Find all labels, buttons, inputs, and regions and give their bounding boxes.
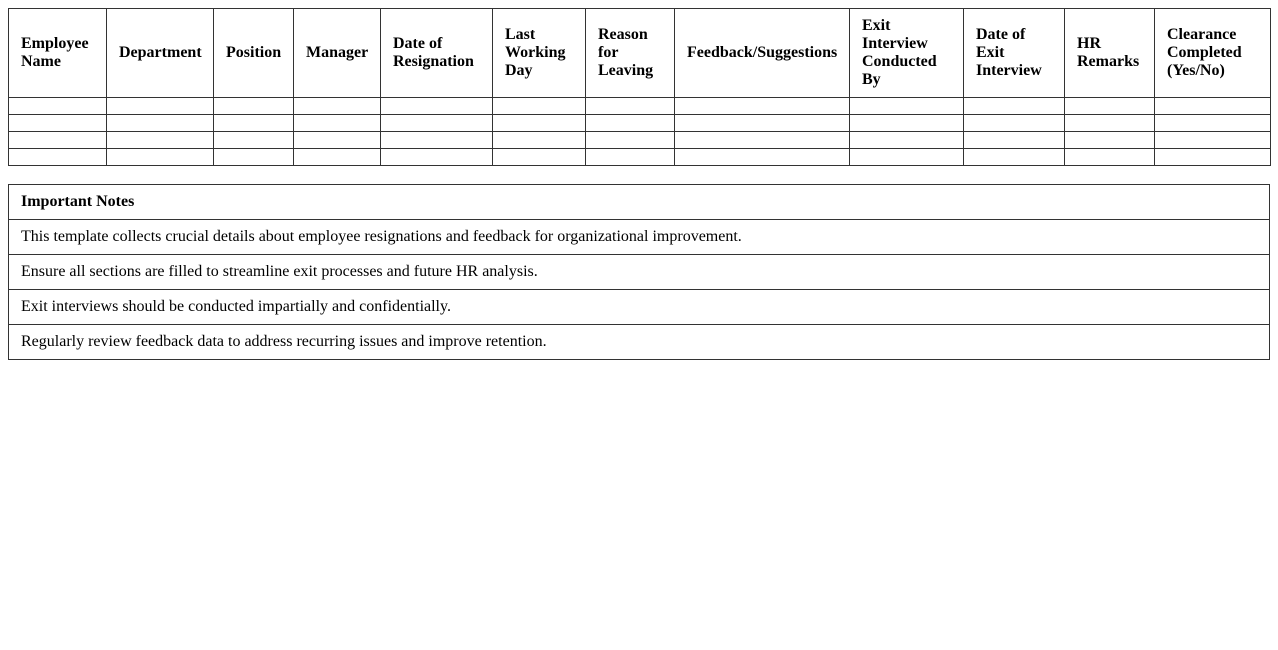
table-cell[interactable]: [9, 115, 107, 132]
table-cell[interactable]: [1065, 98, 1155, 115]
table-cell[interactable]: [107, 98, 214, 115]
column-header-date-of-resignation: Date of Resignation: [381, 9, 493, 98]
table-cell[interactable]: [586, 115, 675, 132]
table-cell[interactable]: [850, 115, 964, 132]
table-cell[interactable]: [214, 115, 294, 132]
table-cell[interactable]: [1155, 98, 1271, 115]
table-cell[interactable]: [850, 132, 964, 149]
table-cell[interactable]: [1155, 132, 1271, 149]
table-row: [9, 98, 1271, 115]
note-row: [9, 325, 1270, 360]
table-cell[interactable]: [294, 115, 381, 132]
column-header-date-of-exit-interview: Date of Exit Interview: [964, 9, 1065, 98]
table-cell[interactable]: [107, 132, 214, 149]
table-cell[interactable]: [850, 149, 964, 166]
table-cell[interactable]: [9, 98, 107, 115]
table-cell[interactable]: [9, 132, 107, 149]
table-cell[interactable]: [294, 132, 381, 149]
table-cell[interactable]: [381, 132, 493, 149]
note-row: [9, 255, 1270, 290]
table-cell[interactable]: [493, 132, 586, 149]
column-header-position: Position: [214, 9, 294, 98]
column-header-feedback-suggestions: Feedback/Suggestions: [675, 9, 850, 98]
table-cell[interactable]: [586, 98, 675, 115]
column-header-employee-name: Employee Name: [9, 9, 107, 98]
table-cell[interactable]: [1155, 115, 1271, 132]
column-header-reason-for-leaving: Reason for Leaving: [586, 9, 675, 98]
column-header-clearance-completed: Clearance Completed (Yes/No): [1155, 9, 1271, 98]
important-notes-table: [8, 184, 1270, 360]
table-cell[interactable]: [964, 115, 1065, 132]
table-cell[interactable]: [294, 98, 381, 115]
note-item: Exit interviews should be conducted impartially and confidentially.: [9, 290, 1270, 325]
table-cell[interactable]: [586, 149, 675, 166]
page-content: [8, 8, 1270, 360]
note-row: [9, 220, 1270, 255]
table-cell[interactable]: [214, 98, 294, 115]
table-row: [9, 132, 1271, 149]
table-cell[interactable]: [493, 115, 586, 132]
table-cell[interactable]: [675, 149, 850, 166]
note-item: This template collects crucial details about employee resignations and feedback for organizational improvement.: [9, 220, 1270, 255]
note-item: Ensure all sections are filled to streamline exit processes and future HR analysis.: [9, 255, 1270, 290]
column-header-manager: Manager: [294, 9, 381, 98]
table-cell[interactable]: [586, 132, 675, 149]
table-cell[interactable]: [294, 149, 381, 166]
table-row: [9, 149, 1271, 166]
table-header-row: [9, 9, 1271, 98]
table-cell[interactable]: [214, 149, 294, 166]
table-cell[interactable]: [107, 115, 214, 132]
notes-title: Important Notes: [9, 185, 1270, 220]
table-cell[interactable]: [381, 115, 493, 132]
column-header-last-working-day: Last Working Day: [493, 9, 586, 98]
table-cell[interactable]: [1155, 149, 1271, 166]
table-cell[interactable]: [214, 132, 294, 149]
table-cell[interactable]: [964, 132, 1065, 149]
table-cell[interactable]: [1065, 149, 1155, 166]
table-cell[interactable]: [493, 98, 586, 115]
exit-interview-table: [8, 8, 1271, 166]
table-cell[interactable]: [850, 98, 964, 115]
table-cell[interactable]: [381, 149, 493, 166]
table-cell[interactable]: [9, 149, 107, 166]
table-cell[interactable]: [493, 149, 586, 166]
column-header-department: Department: [107, 9, 214, 98]
table-cell[interactable]: [964, 98, 1065, 115]
table-cell[interactable]: [1065, 132, 1155, 149]
table-cell[interactable]: [1065, 115, 1155, 132]
column-header-exit-interview-conducted-by: Exit Interview Conducted By: [850, 9, 964, 98]
table-cell[interactable]: [675, 132, 850, 149]
notes-header-row: [9, 185, 1270, 220]
note-item: Regularly review feedback data to address recurring issues and improve retention.: [9, 325, 1270, 360]
table-cell[interactable]: [964, 149, 1065, 166]
note-row: [9, 290, 1270, 325]
table-row: [9, 115, 1271, 132]
column-header-hr-remarks: HR Remarks: [1065, 9, 1155, 98]
table-cell[interactable]: [381, 98, 493, 115]
table-cell[interactable]: [675, 115, 850, 132]
table-cell[interactable]: [675, 98, 850, 115]
table-cell[interactable]: [107, 149, 214, 166]
